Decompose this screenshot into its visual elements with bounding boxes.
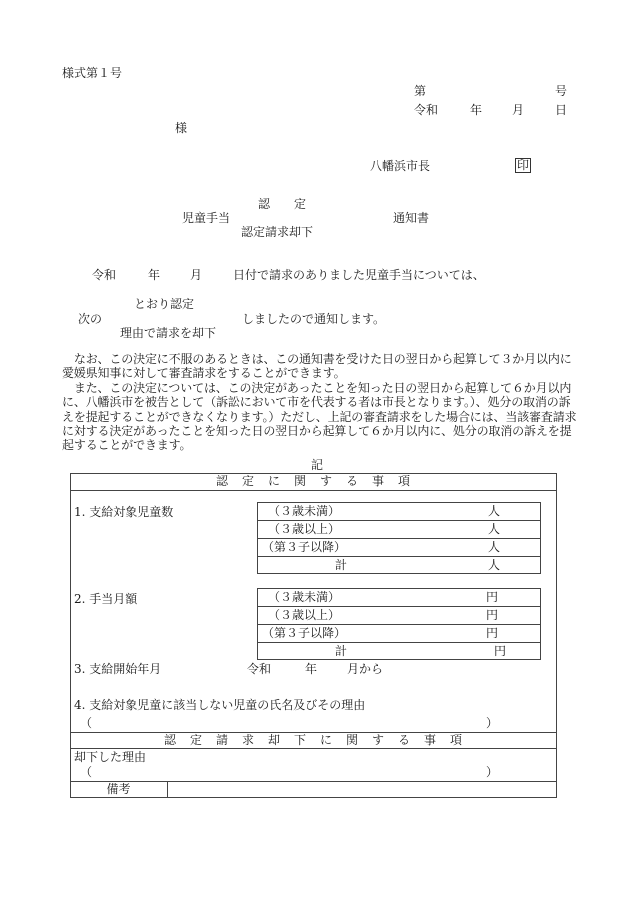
start-month-era: 令和 — [247, 662, 272, 676]
title-suffix: 通知書 — [393, 211, 430, 225]
doc-number-suffix: 号 — [555, 84, 568, 98]
item-start-month-label: 3. 支給開始年月 — [74, 662, 162, 676]
child-count-third-unit: 人 — [488, 540, 501, 554]
section-rejection-header: 認 定 請 求 却 下 に 関 す る 事 項 — [163, 733, 463, 747]
item-child-count-label: 1. 支給対象児童数 — [74, 505, 174, 519]
child-count-under3-unit: 人 — [488, 504, 501, 518]
rejection-paren-close: ） — [486, 765, 499, 779]
date-year-label: 年 — [470, 103, 483, 117]
addressee-suffix: 様 — [175, 121, 188, 135]
title-option-certify: 認 定 — [258, 197, 307, 211]
body-option-certify: とおり認定 — [134, 297, 195, 311]
item-ineligible-children-label: 4. 支給対象児童に該当しない児童の氏名及びその理由 — [74, 698, 366, 712]
amount-over3-unit: 円 — [486, 608, 499, 622]
body-line1-rest: 日付で請求のありました児童手当については、 — [233, 268, 485, 282]
seal-mark: 印 — [517, 158, 530, 172]
amount-over3-label: （３歳以上） — [268, 608, 341, 622]
notice-appeal-paragraph: なお、この決定に不服のあるときは、この通知書を受けた日の翌日から起算して３か月以内に愛媛県知事に対して審査請求をすることができます。 — [62, 352, 572, 381]
amount-third-label: （第３子以降） — [262, 626, 347, 640]
form-number: 様式第１号 — [62, 66, 123, 80]
item-monthly-amount-label: 2. 手当月額 — [74, 592, 138, 606]
date-day-label: 日 — [555, 103, 568, 117]
ineligible-paren-open: （ — [80, 716, 93, 730]
section-certification-header: 認 定 に 関 す る 事 項 — [215, 474, 411, 488]
date-month-label: 月 — [512, 103, 525, 117]
rejection-reason-label: 却下した理由 — [74, 750, 147, 764]
amount-total-label: 計 — [335, 644, 348, 658]
child-count-over3-unit: 人 — [488, 522, 501, 536]
rejection-paren-open: （ — [80, 765, 93, 779]
date-era: 令和 — [414, 103, 439, 117]
ki-mark: 記 — [311, 458, 324, 472]
amount-under3-label: （３歳未満） — [268, 590, 341, 604]
body-lead: 次の — [78, 312, 103, 326]
child-count-third-label: （第３子以降） — [262, 540, 347, 554]
child-count-under3-label: （３歳未満） — [268, 504, 341, 518]
start-month-year-label: 年 — [305, 662, 318, 676]
ineligible-paren-close: ） — [486, 716, 499, 730]
body-option-reject: 理由で請求を却下 — [120, 326, 217, 340]
remarks-label: 備考 — [106, 782, 131, 796]
child-count-over3-label: （３歳以上） — [268, 522, 341, 536]
body-era: 令和 — [92, 268, 117, 282]
amount-total-unit: 円 — [494, 644, 507, 658]
notice-lawsuit-paragraph: また、この決定については、この決定があったことを知った日の翌日から起算して６か月以内に、八幡浜市を被告として（訴訟において市を代表する者は市長となります。）、処分の取消の訴えを提起することができなくなります。）ただし、上記の審査請求をした場合には、当該審査請求に対する決定があったことを知った日の翌日から起算して６か月以内に、処分の取消の訴えを提起することができます。 — [62, 381, 577, 453]
body-year-label: 年 — [148, 268, 161, 282]
doc-number-prefix: 第 — [414, 84, 427, 98]
child-count-total-label: 計 — [335, 558, 348, 572]
child-count-total-unit: 人 — [488, 558, 501, 572]
title-main: 児童手当 — [182, 211, 231, 225]
start-month-from-label: 月から — [347, 662, 384, 676]
title-option-reject: 認定請求却下 — [241, 225, 314, 239]
body-month-label: 月 — [190, 268, 203, 282]
issuer-name: 八幡浜市長 — [370, 159, 431, 173]
body-tail: しましたので通知します。 — [242, 312, 386, 326]
amount-third-unit: 円 — [486, 626, 499, 640]
amount-under3-unit: 円 — [486, 590, 499, 604]
